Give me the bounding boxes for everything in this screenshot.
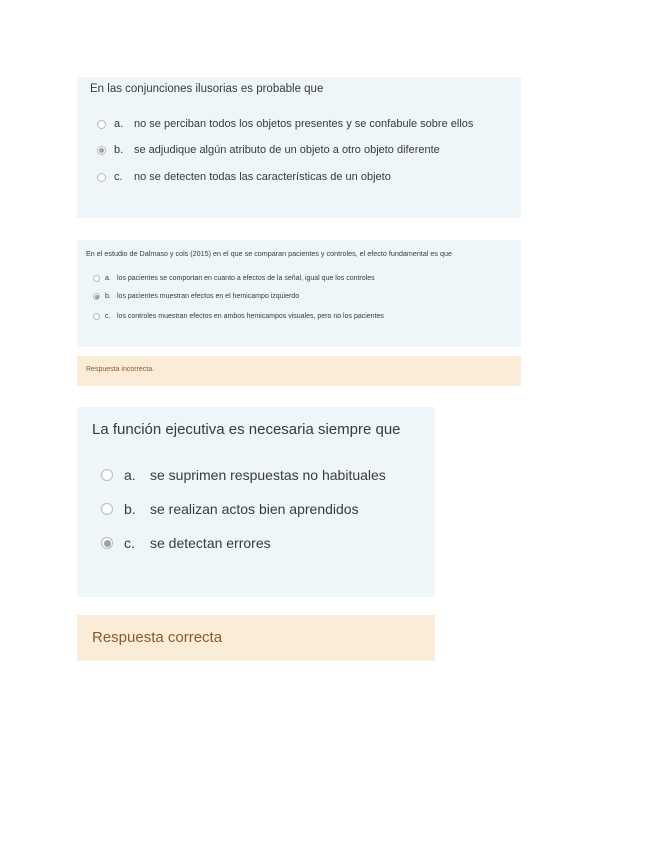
radio-button[interactable]	[101, 469, 113, 481]
question-1-card	[77, 77, 521, 218]
option-letter: b.	[114, 144, 124, 156]
question-2-option-c[interactable]	[93, 313, 384, 320]
question-2-option-a[interactable]	[93, 275, 375, 282]
option-text: los pacientes muestran efectos en el hemicampo izquierdo	[117, 293, 300, 300]
option-letter: a.	[114, 118, 124, 130]
option-text: no se perciban todos los objetos presentes y se confabule sobre ellos	[134, 118, 474, 130]
radio-button[interactable]	[93, 275, 100, 282]
feedback-text: Respuesta correcta	[92, 629, 223, 646]
option-text: se detectan errores	[150, 535, 271, 551]
radio-button[interactable]	[97, 173, 106, 182]
question-3-text: La función ejecutiva es necesaria siempre que	[92, 421, 401, 438]
feedback-text: Respuesta incorrecta.	[86, 366, 155, 373]
radio-button-selected[interactable]	[93, 293, 100, 300]
option-letter: a.	[105, 275, 111, 282]
option-letter: a.	[124, 467, 136, 483]
question-3-option-b[interactable]	[101, 501, 359, 517]
radio-button-selected[interactable]	[101, 537, 113, 549]
question-1-text: En las conjunciones ilusorias es probable que	[90, 83, 324, 95]
radio-button-selected[interactable]	[97, 146, 106, 155]
option-text: los pacientes se comportan en cuanto a efectos de la señal, igual que los controles	[117, 275, 375, 282]
question-3-option-c[interactable]	[101, 535, 271, 551]
question-1-option-b[interactable]	[97, 144, 440, 156]
question-1-option-c[interactable]	[97, 171, 391, 183]
radio-button[interactable]	[101, 503, 113, 515]
question-2-option-b[interactable]	[93, 293, 299, 300]
option-letter: b.	[105, 293, 111, 300]
question-2-text: En el estudio de Dalmaso y cols (2015) en el que se comparan pacientes y controles, el efecto fundamental es que	[86, 249, 452, 258]
option-letter: b.	[124, 501, 136, 517]
option-text: se suprimen respuestas no habituales	[150, 467, 386, 483]
question-2-feedback	[77, 356, 521, 386]
question-3-option-a[interactable]	[101, 467, 386, 483]
option-letter: c.	[124, 535, 135, 551]
question-1-option-a[interactable]	[97, 118, 473, 130]
question-3-feedback	[77, 615, 435, 661]
question-2-card	[77, 240, 521, 347]
option-letter: c.	[105, 313, 111, 320]
question-3-card	[77, 407, 435, 597]
radio-button[interactable]	[97, 120, 106, 129]
option-letter: c.	[114, 171, 123, 183]
option-text: no se detecten todas las características de un objeto	[134, 171, 391, 183]
option-text: se realizan actos bien aprendidos	[150, 501, 359, 517]
radio-button[interactable]	[93, 313, 100, 320]
option-text: se adjudique algún atributo de un objeto a otro objeto diferente	[134, 144, 440, 156]
option-text: los controles muestran efectos en ambos hemicampos visuales, pero no los pacientes	[117, 313, 384, 320]
